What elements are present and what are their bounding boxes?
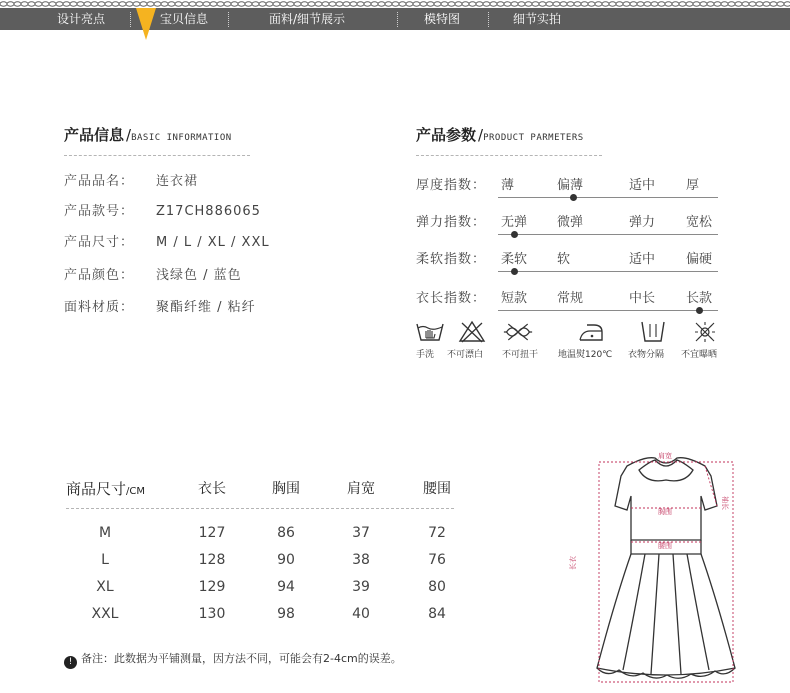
param-option: 偏薄: [557, 178, 584, 193]
info-icon: !: [64, 656, 77, 669]
chain-link: [763, 2, 770, 6]
chain-link: [777, 2, 784, 6]
value-cell: 130: [198, 606, 226, 622]
chain-link: [644, 2, 651, 6]
param-label: 弹力指数：: [416, 215, 487, 230]
chain-link: [140, 2, 147, 6]
chain-link: [742, 2, 749, 6]
info-row-name: [64, 170, 198, 189]
value-cell: 72: [428, 525, 446, 541]
length-box: [599, 462, 733, 682]
shoulder-label: 肩宽: [658, 452, 672, 460]
chain-link: [672, 2, 679, 6]
size-table-title: [66, 478, 145, 499]
chain-link: [336, 2, 343, 6]
chain-link: [392, 2, 399, 6]
product-params-heading: 产品参数 /PRODUCT PARMETERS: [416, 126, 584, 144]
param-label: 衣长指数：: [416, 291, 487, 306]
param-label: 厚度指数：: [416, 178, 487, 193]
product-info-title: 产品信息: [64, 126, 125, 144]
chain-link: [154, 2, 161, 6]
chain-link: [7, 2, 14, 6]
chain-link: [364, 2, 371, 6]
chain-link: [714, 2, 721, 6]
column-header: 胸围: [272, 481, 300, 497]
chain-link: [427, 2, 434, 6]
value-cell: 38: [352, 552, 370, 568]
sleeve-label: 袖长: [721, 496, 729, 510]
chain-link: [434, 2, 441, 6]
param-option: 薄: [501, 178, 515, 193]
value-cell: 90: [277, 552, 295, 568]
length-label: 长衣: [569, 556, 577, 570]
chain-link: [21, 2, 28, 6]
param-option: 无弹: [501, 215, 528, 230]
no-wring-icon: [503, 320, 533, 344]
param-option: 宽松: [686, 215, 713, 230]
chain-link: [497, 2, 504, 6]
product-info-title-en: BASIC INFORMATION: [131, 133, 232, 143]
param-track: [498, 197, 718, 198]
chain-link: [105, 2, 112, 6]
chain-link: [413, 2, 420, 6]
chain-link: [189, 2, 196, 6]
chain-link: [665, 2, 672, 6]
nav-separator: [488, 12, 489, 27]
chain-link: [448, 2, 455, 6]
measurement-lines: [599, 462, 733, 682]
value-cell: 84: [428, 606, 446, 622]
chain-link: [623, 2, 630, 6]
param-option: 中长: [629, 291, 656, 306]
value-cell: 86: [277, 525, 295, 541]
chain-link: [224, 2, 231, 6]
chain-link: [406, 2, 413, 6]
chain-link: [133, 2, 140, 6]
param-track: [498, 234, 718, 235]
chain-link: [784, 2, 790, 6]
chain-link: [294, 2, 301, 6]
chain-link: [245, 2, 252, 6]
info-row-sizes: [64, 231, 270, 250]
chain-link: [161, 2, 168, 6]
chain-link: [84, 2, 91, 6]
size-cell: M: [98, 525, 112, 541]
param-label: 柔软指数：: [416, 252, 487, 267]
chain-link: [560, 2, 567, 6]
param-selected-marker: [511, 268, 518, 275]
nav-separator: [228, 12, 229, 27]
care-label: 不可漂白: [447, 350, 484, 360]
no-sun-icon: [690, 320, 720, 344]
column-header: 腰围: [423, 481, 451, 497]
param-option: 微弹: [557, 215, 584, 230]
nav-item-product-info[interactable]: 宝贝信息: [160, 12, 209, 26]
chain-link: [238, 2, 245, 6]
chain-link: [168, 2, 175, 6]
chain-link: [553, 2, 560, 6]
param-option: 弹力: [629, 215, 656, 230]
chain-link: [686, 2, 693, 6]
nav-item-detail-photos[interactable]: 细节实拍: [513, 12, 562, 26]
value-cell: 76: [428, 552, 446, 568]
value-cell: 80: [428, 579, 446, 595]
table-divider: [66, 508, 454, 509]
chain-link: [658, 2, 665, 6]
value-cell: 39: [352, 579, 370, 595]
size-table-unit: /CM: [126, 486, 145, 497]
value-cell: 40: [352, 606, 370, 622]
chain-link: [574, 2, 581, 6]
chain-link: [609, 2, 616, 6]
chain-link: [567, 2, 574, 6]
chain-link: [420, 2, 427, 6]
value-cell: 98: [277, 606, 295, 622]
chain-link: [350, 2, 357, 6]
nav-item-model-photos[interactable]: 模特图: [424, 12, 461, 26]
value-cell: 94: [277, 579, 295, 595]
chain-link: [511, 2, 518, 6]
param-option: 偏硬: [686, 252, 713, 267]
chain-link: [455, 2, 462, 6]
info-value: M / L / XL / XXL: [156, 235, 270, 250]
param-option: 厚: [686, 178, 700, 193]
chain-link: [693, 2, 700, 6]
wash-separately-icon: [638, 320, 668, 344]
chain-link: [112, 2, 119, 6]
chain-link: [518, 2, 525, 6]
chain-link: [70, 2, 77, 6]
dress-outline: [597, 458, 735, 679]
info-value: Z17CH886065: [156, 204, 261, 219]
divider: [64, 155, 250, 156]
chain-link: [119, 2, 126, 6]
chain-link: [385, 2, 392, 6]
chain-link: [595, 2, 602, 6]
nav-item-fabric-details[interactable]: 面料/细节展示: [269, 12, 346, 26]
chain-link: [399, 2, 406, 6]
chain-link: [630, 2, 637, 6]
chain-link: [357, 2, 364, 6]
chain-link: [231, 2, 238, 6]
chain-link: [343, 2, 350, 6]
chain-link: [28, 2, 35, 6]
chain-link: [182, 2, 189, 6]
nav-separator: [397, 12, 398, 27]
chain-link: [42, 2, 49, 6]
care-label: 不宜曝晒: [681, 350, 718, 360]
param-track: [498, 310, 718, 311]
chain-link: [252, 2, 259, 6]
chain-link: [490, 2, 497, 6]
info-label: 产品尺寸：: [64, 235, 135, 250]
chain-link: [203, 2, 210, 6]
chain-link: [476, 2, 483, 6]
care-label: 地温熨120℃: [558, 350, 613, 360]
param-selected-marker: [570, 194, 577, 201]
chain-link: [728, 2, 735, 6]
section-nav-bar: [0, 8, 790, 30]
top-chain-border: [0, 0, 790, 8]
info-row-colors: [64, 264, 242, 283]
info-row-style-number: [64, 200, 261, 219]
waist-label: 腰围: [658, 542, 672, 550]
info-row-material: [64, 296, 256, 315]
divider: [416, 155, 602, 156]
chain-link: [441, 2, 448, 6]
column-header: 肩宽: [347, 481, 375, 497]
chain-link: [602, 2, 609, 6]
chain-link: [504, 2, 511, 6]
chain-link: [700, 2, 707, 6]
info-label: 面料材质：: [64, 300, 135, 315]
chain-link: [63, 2, 70, 6]
value-cell: 37: [352, 525, 370, 541]
chain-link: [259, 2, 266, 6]
chain-link: [651, 2, 658, 6]
chain-link: [147, 2, 154, 6]
chain-link: [301, 2, 308, 6]
chain-link: [210, 2, 217, 6]
chain-link: [56, 2, 63, 6]
size-cell: L: [101, 552, 109, 568]
param-selected-marker: [696, 307, 703, 314]
active-nav-indicator: [136, 8, 156, 40]
hand-wash-icon: [415, 320, 445, 344]
chain-link: [469, 2, 476, 6]
size-cell: XL: [96, 579, 114, 595]
product-params-title: 产品参数: [416, 126, 477, 144]
chain-link: [196, 2, 203, 6]
size-table-title-text: 商品尺寸: [66, 480, 127, 498]
chain-link: [77, 2, 84, 6]
param-option: 适中: [629, 252, 656, 267]
param-option: 柔软: [501, 252, 528, 267]
note-text: 备注：此数据为平铺测量，因方法不同，可能会有2-4cm的误差。: [81, 652, 402, 665]
param-option: 长款: [686, 291, 713, 306]
nav-item-design-highlights[interactable]: 设计亮点: [57, 12, 106, 26]
value-cell: 129: [198, 579, 226, 595]
chain-link: [462, 2, 469, 6]
param-selected-marker: [511, 231, 518, 238]
chain-link: [126, 2, 133, 6]
chain-link: [749, 2, 756, 6]
param-option: 软: [557, 252, 571, 267]
chain-link: [588, 2, 595, 6]
chain-link: [581, 2, 588, 6]
care-label: 手洗: [416, 350, 435, 360]
chain-link: [217, 2, 224, 6]
product-info-heading: 产品信息 /BASIC INFORMATION: [64, 126, 232, 144]
chain-link: [175, 2, 182, 6]
param-track: [498, 271, 718, 272]
info-value: 连衣裙: [156, 174, 199, 189]
chain-link: [0, 2, 7, 6]
info-label: 产品颜色：: [64, 268, 135, 283]
product-params-title-en: PRODUCT PARMETERS: [483, 133, 584, 143]
chain-link: [770, 2, 777, 6]
care-label: 衣物分隔: [628, 350, 665, 360]
chain-link: [14, 2, 21, 6]
chest-label: 胸围: [658, 508, 672, 516]
chain-link: [721, 2, 728, 6]
measurement-note: [64, 650, 402, 669]
nav-separator: [130, 12, 131, 27]
column-header: 衣长: [198, 481, 226, 497]
info-value: 聚酯纤维 / 粘纤: [156, 300, 256, 315]
chain-link: [266, 2, 273, 6]
value-cell: 128: [198, 552, 226, 568]
chain-link: [322, 2, 329, 6]
chain-link: [539, 2, 546, 6]
size-cell: XXL: [91, 606, 119, 622]
chain-link: [308, 2, 315, 6]
chain-link: [378, 2, 385, 6]
chain-link: [371, 2, 378, 6]
param-option: 常规: [557, 291, 584, 306]
chain-link: [525, 2, 532, 6]
chain-link: [91, 2, 98, 6]
chain-link: [315, 2, 322, 6]
param-option: 短款: [501, 291, 528, 306]
value-cell: 127: [198, 525, 226, 541]
chain-link: [98, 2, 105, 6]
chain-link: [679, 2, 686, 6]
no-bleach-icon: [457, 320, 487, 344]
chain-link: [616, 2, 623, 6]
chain-link: [329, 2, 336, 6]
chain-link: [273, 2, 280, 6]
chain-link: [756, 2, 763, 6]
chain-link: [49, 2, 56, 6]
care-label: 不可扭干: [502, 350, 539, 360]
chain-link: [707, 2, 714, 6]
chain-link: [280, 2, 287, 6]
param-option: 适中: [629, 178, 656, 193]
chain-link: [483, 2, 490, 6]
chain-link: [735, 2, 742, 6]
dress-measurement-diagram: [555, 440, 785, 690]
chain-link: [546, 2, 553, 6]
chain-link: [35, 2, 42, 6]
low-iron-icon: [576, 320, 606, 344]
chain-link: [287, 2, 294, 6]
info-label: 产品品名：: [64, 174, 135, 189]
chain-link: [637, 2, 644, 6]
chain-link: [532, 2, 539, 6]
info-label: 产品款号：: [64, 204, 135, 219]
info-value: 浅绿色 / 蓝色: [156, 268, 242, 283]
